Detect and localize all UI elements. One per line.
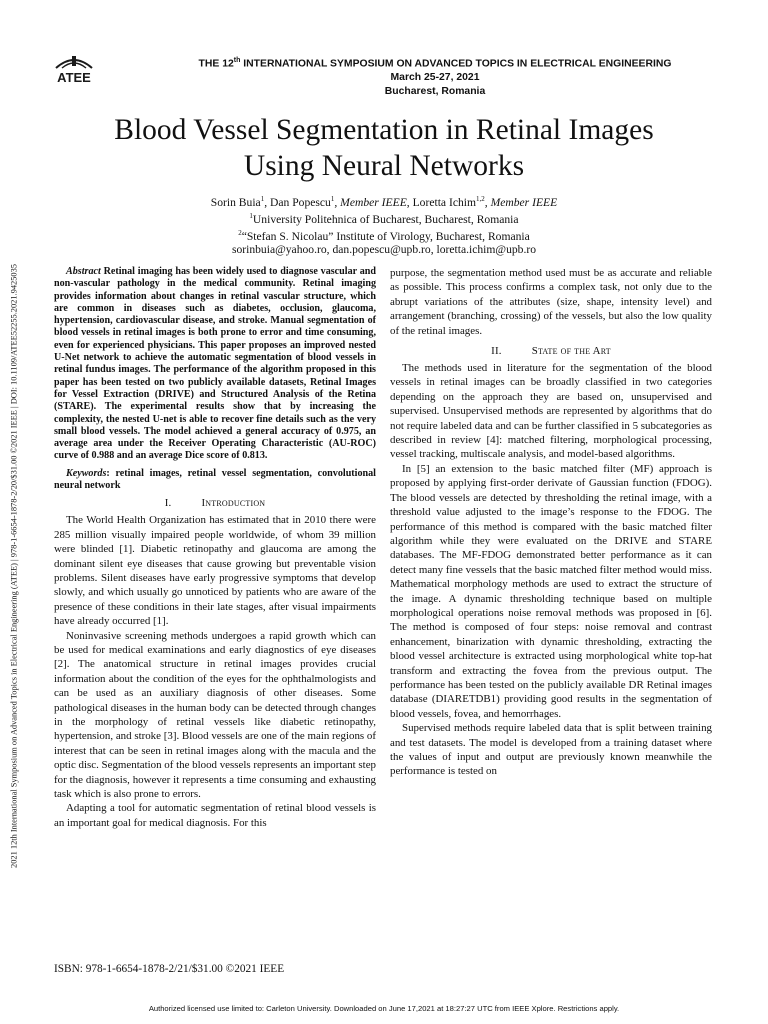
title-line-1: Blood Vessel Segmentation in Retinal Images [114,114,654,146]
sota-paragraph: Supervised methods require labeled data that is split between training and test datasets. The model is developed from a training dataset where the values of input and output are previously known meanwhile the performance is tested on [390,722,712,778]
keywords [54,468,376,493]
author-emails: sorinbuia@yahoo.ro, dan.popescu@upb.ro, loretta.ichim@upb.ro [231,243,537,257]
conference-location: Bucharest, Romania [384,86,486,98]
conference-header [150,54,720,99]
keywords-text: : retinal images, retinal vessel segmentation, convolutional neural network [54,467,376,492]
conference-name: THE 12th INTERNATIONAL SYMPOSIUM ON ADVANCED TOPICS IN ELECTRICAL ENGINEERING [198,57,672,70]
title-line-2: Using Neural Networks [243,150,525,182]
doi-sidebar [8,160,20,972]
section-heading-state-of-the-art: II. State of the Art [491,345,611,358]
isbn-footer: ISBN: 978-1-6654-1878-2/21/$31.00 ©2021 IEEE [54,963,285,975]
conference-dates: March 25-27, 2021 [390,72,480,84]
right-column [390,266,712,779]
abstract [54,266,376,463]
author-list: Sorin Buia$^1$, Dan Popescu$^1$, Member IEEE, Loretta Ichim$^{1,2}$, Member IEEE [210,195,558,209]
intro-paragraph: Adapting a tool for automatic segmentation of retinal blood vessels is an important goal for medical diagnosis. For this [54,802,376,829]
affiliation-2: $^2$“Stefan S. Nicolau” Institute of Virology, Bucharest, Romania [238,228,530,243]
section-heading-introduction: I. Introduction [164,497,266,510]
intro-paragraph: The World Health Organization has estimated that in 2010 there were 285 million visually impaired people worldwide, of whom 39 million were blinded [1]. Diabetic retinopathy and glaucoma are among the dominant silent eye diseases that cause growing but preventable vision problems. Silent diseases have early progressive symptoms that develop slowly, and which usually go unnoticed by patients who are aware of the presence of these conditions in their late stages, after visual impairments have already occurred [1]. [54,514,376,628]
author-block [60,193,708,257]
keywords-label: Keywords [66,467,107,479]
sota-paragraph: The methods used in literature for the segmentation of the blood vessels in retinal images can be broadly classified in two categories depending on the approach they are based on, unsupervised and supervised. Unsupervised methods are represented by algorithms that do not require labeled data and can be further classified in 5 subcategories as described in review [4]: matched filtering, morphological processing, vessel tracking, multiscale analysis, and model-based algorithms. [390,362,712,461]
license-footer: Authorized licensed use limited to: Carleton University. Downloaded on June 17,2021 at 18:27:27 UTC from IEEE Xplore. Restrictions apply. [148,1004,620,1013]
abstract-text: Retinal imaging has been widely used to diagnose vascular and non-vascular pathology in the medical community. Retinal imaging provides information about changes in retinal vascular structure, which are common in diseases such as diabetes, occlusion, glaucoma, hypertension, cardiovascular disease, and stroke. Manual segmentation of blood vessels in retinal images is both prone to error and time consuming, even for experienced physicians. This paper proposes an improved nested U-Net network to achieve the automatic segmentation of blood vessels in retinal fundus images. The performance of the algorithm proposed in this paper has been tested on two publicly available datasets, Retinal Images for Vessel Extraction (DRIVE) and Structured Analysis of the Retina (STARE). The experimental results show that by increasing the complexity, the nested U-net is able to recover fine details such as the very small blood vessels. The model achieved a general accuracy of 0.975, an average area under the Receiver Operating Characteristic (AU-ROC) curve of 0.988 and an average Dice score of 0.813. [54,266,376,462]
left-column [54,266,376,830]
affiliation-1: $^1$University Politehnica of Bucharest, Bucharest, Romania [249,211,519,226]
doi-sidebar-text: 2021 12th International Symposium on Advanced Topics in Electrical Engineering (ATEE) | 978-1-6654-1878-2/20/$31.00 ©2021 IEEE | DOI: 10.1109/ATEE52255.2021.9425035 [9,264,19,868]
abstract-label: Abstract [66,266,101,277]
sota-paragraph: In [5] an extension to the basic matched filter (MF) approach is proposed by applying first-order derivate of Gaussian function (FDOG). The blood vessels are detected by thresholding the retinal image, with a threshold value adjusted to the image’s response to the FDOG. The performance of this method is compared with the basic matched filter algorithm while they were evaluated on the DRIVE and STARE databases. The MF-FDOG demonstrated better performance as it can detect many fine vessels that the basic matched filter method would miss. Mathematical morphology methods are used to extract the structure of the image. A dynamic thresholding technique based on multiple morphological operations noise removal methods was proposed in [6]. The method is composed of four steps: noise removal and contrast enhancement, binarization with dynamic thresholding, extracting the blood vessel architecture is extracted using morphological white top-hat transform and extracting the fovea from the previous output. The performance has been tested on the publicly available DR Retinal images database (DIARETDB1) providing good results in the segmentation of blood vessels, fovea, and hemorrhages. [390,462,712,720]
paper-title [40,112,728,184]
intro-paragraph: Noninvasive screening methods undergoes a rapid growth which can be used for medical examinations and early diagnostics of eye diseases [2]. The anatomical structure in retinal images provides crucial information about the condition of the eyes for the ophthalmologists and can be used as an auxiliary diagnosis of other diseases. Some pathological diseases in the human body can be detected through changes in the morphology of retinal vessels like diabetic retinopathy, hypertension, and stroke [3]. Blood vessels are one of the main regions of interest that can be seen in retinal images along with the macula and the optic disc. Segmentation of the blood vessels represents an important step for the diagnosis, however it represents a time consuming and exhausting task which is also prone to errors. [54,629,376,801]
atee-logo [46,50,102,90]
intro-continuation: purpose, the segmentation method used must be as accurate and reliable as possible. This process confirms a complex task, not only due to the abrupt variations of the attributes (size, shape, intensity level) and arrangement (branching, crossing) of the vessels, but also the low quality of the retinal images. [390,267,712,337]
logo-text: ATEE [57,70,91,85]
